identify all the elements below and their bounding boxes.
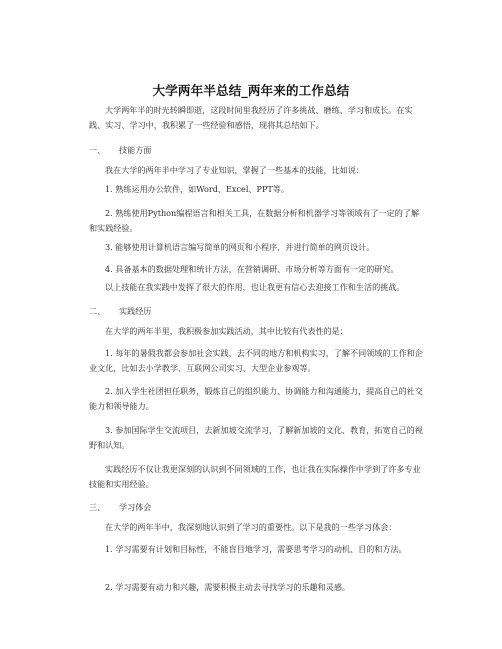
section-title: 学习体会 xyxy=(119,502,152,512)
section-number: 一、 xyxy=(89,145,106,155)
list-item: 1. 熟练运用办公软件，如Word、Excel、PPT等。 xyxy=(105,184,289,194)
list-item: 4. 具备基本的数据处理和统计方法，在营销调研、市场分析等方面有一定的研究。 xyxy=(105,264,399,274)
page-title: 大学两年半总结_两年来的工作总结 xyxy=(152,83,350,98)
list-item: 2. 学习需要有动力和兴趣，需要积极主动去寻找学习的乐趣和灵感。 xyxy=(105,582,351,592)
section-heading-skills xyxy=(89,143,151,158)
list-item: 1. 学习需要有计划和目标性，不能盲目地学习，需要思考学习的动机、目的和方法。 xyxy=(105,544,407,554)
section-lead: 我在大学的两年半中学习了专业知识，掌握了一些基本的技能，比如说： xyxy=(105,165,365,175)
section-closing: 实践经历不仅让我更深刻的认识到不同领域的工作，也让我在实际操作中学到了许多专业技能和实用经验。 xyxy=(89,464,421,489)
section-lead: 在大学的两年半中，我深刻地认识到了学习的重要性。以下是我的一些学习体会： xyxy=(105,522,397,532)
list-item: 2. 加入学生社团担任职务，锻炼自己的组织能力、协调能力和沟通能力，提高自己的社交能力和领导能力。 xyxy=(89,386,423,411)
section-closing: 以上技能在我实践中发挥了很大的作用，也让我更有信心去迎接工作和生活的挑战。 xyxy=(105,282,405,292)
section-lead: 在大学的两年半里，我积极参加实践活动，其中比较有代表性的是： xyxy=(105,326,348,336)
section-heading-study xyxy=(89,500,151,515)
section-heading-practice xyxy=(89,304,151,319)
list-item: 1. 每年的暑假我都会参加社会实践，去不同的地方和机构实习，了解不同领域的工作和企业文化，比如去小学教学、互联网公司实习、大型企业参观等。 xyxy=(89,348,423,373)
list-item: 3. 能够使用计算机语言编写简单的网页和小程序，并进行简单的网页设计。 xyxy=(105,242,375,252)
section-title: 技能方面 xyxy=(119,145,152,155)
list-item: 2. 熟练使用Python编程语言和相关工具，在数据分析和机器学习等领域有了一定的了解和实践经验。 xyxy=(89,208,420,233)
section-number: 二、 xyxy=(89,306,106,316)
section-title: 实践经历 xyxy=(119,306,152,316)
intro-paragraph: 大学两年半的时光转瞬即逝，这段时间里我经历了许多挑战、磨练、学习和成长。在实践、实习、学习中，我积累了一些经验和感悟，现将其总结如下。 xyxy=(89,105,413,130)
section-number: 三、 xyxy=(89,502,106,512)
list-item: 3. 参加国际学生交流项目，去新加坡交流学习，了解新加坡的文化、教育，拓宽自己的视野和认知。 xyxy=(89,425,423,450)
